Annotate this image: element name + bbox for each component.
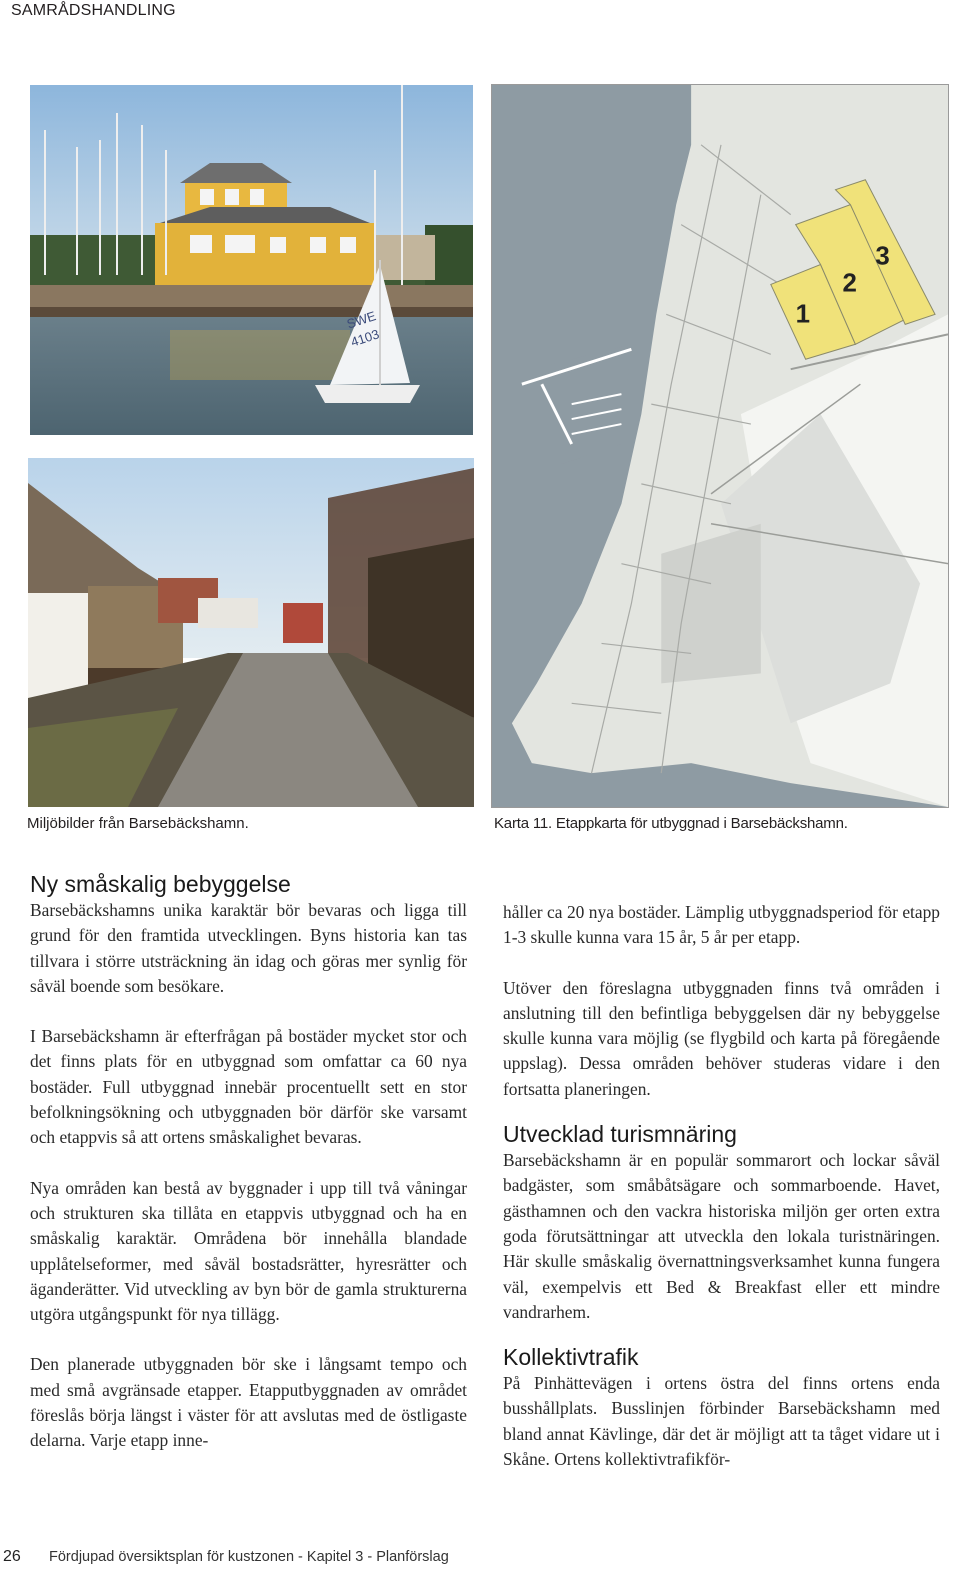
paragraph: På Pinhättevägen i ortens östra del finns ortens enda busshållplats. Busslinjen förbinder Barsebäckshamn med bland annat Kävlinge, där det är möjligt att ta tåget vidare ut i Skåne. Ortens kollektivtrafikför- — [503, 1373, 940, 1470]
svg-text:SWE: SWE — [344, 308, 378, 332]
paragraph: Utöver den föreslagna utbyggnaden finns två områden i anslutning till den befintliga bebyggelsen där ny bebyggelse skulle kunna vara möjlig (se flygbild och karta på föregående uppslag). Dessa områden behöver studeras vidare i den fortsatta planeringen. — [503, 977, 940, 1099]
village-road-photo — [28, 458, 474, 807]
stage-label-1: 1 — [795, 300, 811, 329]
footer-text: Fördjupad översiktsplan för kustzonen - Kapitel 3 - Planförslag — [49, 1549, 449, 1565]
svg-text:4103: 4103 — [348, 326, 382, 350]
paragraph: Den planerade utbyggnaden bör ske i långsamt tempo och med små avgränsade etapper. Etapputbyggnaden av området föreslås börja längst i väster för att avslutas med de östligaste delarna. Varje etapp inne- — [30, 1354, 467, 1451]
paragraph: Barsebäckshamns unika karaktär bör bevaras och ligga till grund för den framtida utvecklingen. Byns historia kan tas tillvara i större utsträckning än idag och göras mer synlig för såväl boende som besökare. — [30, 900, 467, 996]
harbor-photo — [30, 85, 473, 435]
stage-label-2: 2 — [842, 269, 857, 298]
stage-label-3: 3 — [875, 242, 890, 271]
section-heading-tourism: Utvecklad turismnäring — [503, 1121, 737, 1148]
stage-map — [491, 84, 949, 808]
left-text-column — [30, 870, 467, 1454]
map-caption: Karta 11. Etappkarta för utbyggnad i Barsebäckshamn. — [494, 815, 848, 832]
photo-caption: Miljöbilder från Barsebäckshamn. — [27, 815, 249, 832]
paragraph: Barsebäckshamn är en populär sommarort och lockar såväl badgäster, som småbåtsägare och sommarboende. Havet, gästhamnen och den vackra historiska miljön ger orten extra goda förutsättningar att utveckla den lokala turistnäringen. Här skulle småskalig övernattningsverksamhet kunna fungera väl, exempelvis ett Bed & Breakfast eller ett mindre vandrarhem. — [503, 1150, 940, 1322]
page-number: 26 — [3, 1548, 21, 1565]
document-header-label: SAMRÅDSHANDLING — [11, 2, 176, 19]
section-heading-transit: Kollektivtrafik — [503, 1344, 639, 1371]
right-text-column — [503, 900, 940, 1472]
paragraph: I Barsebäckshamn är efterfrågan på bostäder mycket stor och det finns plats för en utbyggnad som omfattar ca 60 nya bostäder. Full utbyggnad innebär procentuellt sett en stor befolkningsökning och utbyggnaden bör därför ske varsamt och etappvis så att ortens småskalighet bevaras. — [30, 1026, 467, 1148]
paragraph: Nya områden kan bestå av byggnader i upp till två våningar och strukturen ska tillåta en etappvis utbyggnad och ha en småskalig karaktär. Områdena bör innehålla blandade upplåtelseformer, med såväl bostadsrätter, hyresrätter och äganderätter. Vid utveckling av byn bör de gamla strukturerna utgöra utgångspunkt för nya tillägg. — [30, 1177, 467, 1325]
section-heading-housing: Ny småskalig bebyggelse — [30, 871, 291, 897]
paragraph: håller ca 20 nya bostäder. Lämplig utbyggnadsperiod för etapp 1-3 skulle kunna vara 15 år, 5 år per etapp. — [503, 902, 940, 948]
